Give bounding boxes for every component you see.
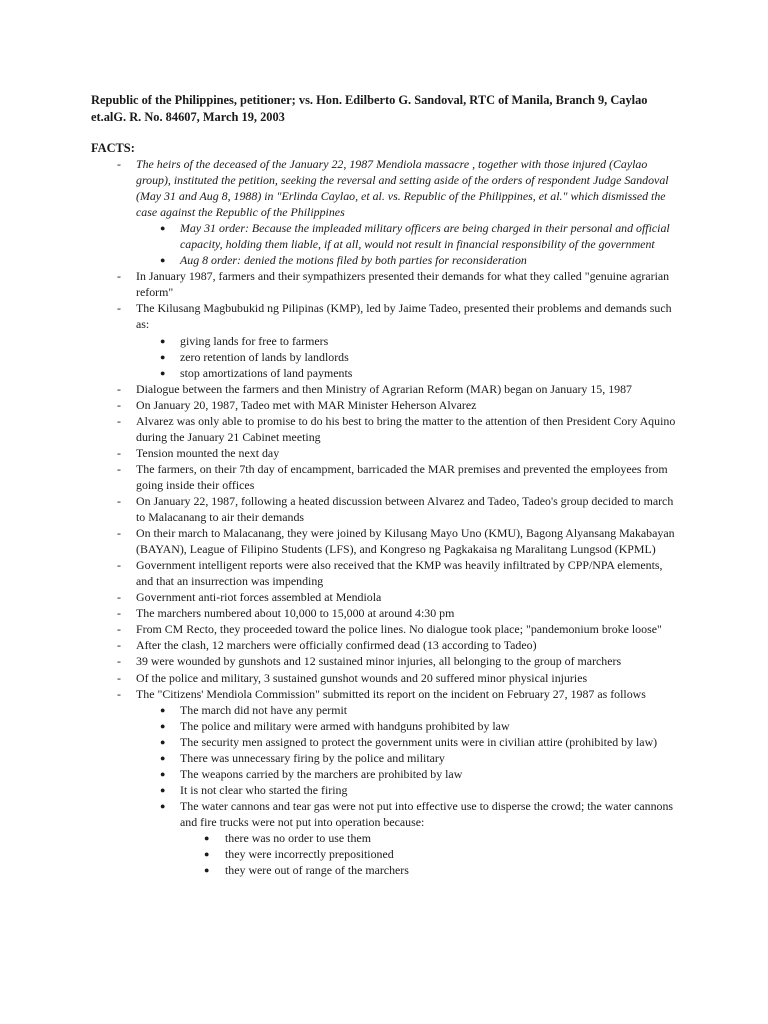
sub-fact-item — [0, 734, 680, 750]
fact-text: The farmers, on their 7th day of encampment, barricaded the MAR premises and prevented the employees from going inside their offices — [136, 461, 668, 492]
dash-marker: - — [117, 397, 121, 412]
case-title: Republic of the Philippines, petitioner; vs. Hon. Edilberto G. Sandoval, RTC of Manila, Branch 9, Caylao et.alG. R. No. 84607, March 19, 2003 — [91, 93, 648, 124]
sub-sub-fact-item — [0, 846, 680, 862]
fact-item — [0, 381, 680, 397]
bullet-marker: ● — [160, 784, 166, 795]
sub-fact-item — [0, 349, 680, 365]
fact-text: 39 were wounded by gunshots and 12 sustained minor injuries, all belonging to the group of marchers — [136, 654, 622, 669]
dash-marker: - — [117, 157, 121, 171]
fact-text: The heirs of the deceased of the January 22, 1987 Mendiola massacre , together with those injured (Caylao group), instituted the petition, seeking the reversal and setting aside of the orders of respondent Judge Sandoval (May 31 and Aug 8, 1988) in "Erlinda Caylao, et al. vs. Republic of the Philippines, et al." which dismissed the case against the Republic of the Philippines — [136, 157, 669, 220]
fact-item — [0, 525, 680, 557]
fact-text: On January 22, 1987, following a heated discussion between Alvarez and Tadeo, Tadeo's group decided to march to Malacanang to air their demands — [136, 493, 674, 525]
sub-fact-text: The march did not have any permit — [180, 702, 348, 717]
fact-item — [0, 653, 680, 669]
sub-fact-text: It is not clear who started the firing — [180, 782, 348, 797]
sub-fact-text: The water cannons and tear gas were not put into effective use to disperse the crowd; the water cannons and fire trucks were not put into operation because: — [180, 798, 674, 829]
dash-marker: - — [117, 686, 121, 701]
sub-fact-text: stop amortizations of land payments — [180, 365, 353, 380]
fact-item — [0, 605, 680, 621]
fact-item — [0, 686, 680, 702]
sub-fact-item — [0, 718, 680, 734]
fact-text: Alvarez was only able to promise to do his best to bring the matter to the attention of then President Cory Aquino during the January 21 Cabinet meeting — [136, 413, 676, 444]
dash-marker: - — [117, 638, 121, 653]
dash-marker: - — [117, 493, 121, 508]
sub-fact-item — [0, 750, 680, 766]
dash-marker: - — [117, 445, 121, 460]
sub-fact-item — [0, 782, 680, 798]
sub-fact-item — [0, 365, 680, 381]
dash-marker: - — [117, 670, 121, 685]
fact-item — [0, 445, 680, 461]
bullet-marker: ● — [160, 800, 166, 811]
sub-sub-fact-item — [0, 830, 680, 846]
bullet-marker: ● — [160, 720, 166, 731]
fact-text: On January 20, 1987, Tadeo met with MAR Minister Heherson Alvarez — [136, 397, 477, 412]
dash-marker: - — [117, 381, 121, 396]
dash-marker: - — [117, 558, 121, 573]
fact-item — [0, 300, 680, 332]
bullet-marker: ● — [160, 223, 166, 234]
fact-text: After the clash, 12 marchers were officially confirmed dead (13 according to Tadeo) — [136, 638, 537, 653]
sub-fact-item — [0, 702, 680, 718]
fact-item — [0, 589, 680, 605]
bullet-marker: ● — [204, 832, 210, 843]
dash-marker: - — [117, 590, 121, 605]
fact-item — [0, 621, 680, 637]
fact-text: Government anti-riot forces assembled at Mendiola — [136, 590, 382, 605]
fact-text: The marchers numbered about 10,000 to 15,000 at around 4:30 pm — [136, 606, 455, 621]
sub-fact-item — [0, 333, 680, 349]
sub-fact-text: The police and military were armed with handguns prohibited by law — [180, 718, 510, 733]
dash-marker: - — [117, 461, 121, 476]
fact-item — [0, 670, 680, 686]
fact-text: On their march to Malacanang, they were joined by Kilusang Mayo Uno (KMU), Bagong Alyansang Makabayan (BAYAN), League of Filipino Students (LFS), and Kongreso ng Pagkakaisa ng Maralitang Lungsod (KPML) — [136, 526, 675, 557]
sub-sub-fact-text: they were incorrectly prepositioned — [225, 847, 394, 862]
fact-text: The Kilusang Magbubukid ng Pilipinas (KMP), led by Jaime Tadeo, presented their problems and demands such as: — [136, 301, 672, 332]
fact-text: Government intelligent reports were also received that the KMP was heavily infiltrated by CPP/NPA elements, and that an insurrection was impending — [136, 558, 663, 589]
dash-marker: - — [117, 269, 121, 284]
fact-item — [0, 413, 680, 445]
sub-fact-item — [0, 220, 680, 252]
bullet-marker: ● — [160, 736, 166, 747]
sub-sub-fact-text: they were out of range of the marchers — [225, 863, 409, 878]
dash-marker: - — [117, 622, 121, 637]
bullet-marker: ● — [160, 351, 166, 362]
dash-marker: - — [117, 654, 121, 669]
dash-marker: - — [117, 413, 121, 428]
fact-item — [0, 156, 680, 220]
sub-fact-item — [0, 252, 680, 268]
sub-fact-text: zero retention of lands by landlords — [180, 349, 349, 364]
sub-fact-item — [0, 766, 680, 782]
facts-list — [0, 156, 768, 878]
fact-text: Tension mounted the next day — [136, 445, 280, 460]
bullet-marker: ● — [160, 704, 166, 715]
sub-fact-text: There was unnecessary firing by the police and military — [180, 750, 445, 765]
bullet-marker: ● — [204, 849, 210, 860]
sub-fact-text: The weapons carried by the marchers are prohibited by law — [180, 766, 463, 781]
sub-sub-fact-item — [0, 862, 680, 878]
dash-marker: - — [117, 606, 121, 621]
facts-heading: FACTS: — [91, 141, 135, 155]
fact-text: The "Citizens' Mendiola Commission" submitted its report on the incident on February 27, 1987 as follows — [136, 686, 646, 701]
fact-text: From CM Recto, they proceeded toward the police lines. No dialogue took place; "pandemonium broke loose" — [136, 622, 662, 637]
sub-fact-text: giving lands for free to farmers — [180, 333, 329, 348]
fact-item — [0, 637, 680, 653]
bullet-marker: ● — [160, 335, 166, 346]
sub-fact-text: The security men assigned to protect the government units were in civilian attire (prohibited by law) — [180, 734, 658, 749]
fact-item — [0, 493, 680, 525]
fact-item — [0, 268, 680, 300]
fact-item — [0, 461, 680, 493]
bullet-marker: ● — [160, 768, 166, 779]
fact-text: Dialogue between the farmers and then Ministry of Agrarian Reform (MAR) began on January 15, 1987 — [136, 381, 632, 396]
fact-item — [0, 397, 680, 413]
dash-marker: - — [117, 526, 121, 541]
bullet-marker: ● — [160, 752, 166, 763]
sub-fact-text: Aug 8 order: denied the motions filed by both parties for reconsideration — [180, 253, 527, 268]
fact-text: Of the police and military, 3 sustained gunshot wounds and 20 suffered minor physical injuries — [136, 670, 588, 685]
sub-fact-text: May 31 order: Because the impleaded military officers are being charged in their personal and official capacity, holding them liable, if at all, would not result in financial responsibility of the government — [180, 221, 670, 252]
dash-marker: - — [117, 301, 121, 316]
sub-fact-item — [0, 798, 680, 830]
fact-item — [0, 557, 680, 589]
fact-text: In January 1987, farmers and their sympathizers presented their demands for what they called "genuine agrarian reform" — [136, 269, 670, 300]
sub-sub-fact-text: there was no order to use them — [225, 830, 371, 845]
bullet-marker: ● — [204, 865, 210, 876]
bullet-marker: ● — [160, 255, 166, 266]
bullet-marker: ● — [160, 367, 166, 378]
